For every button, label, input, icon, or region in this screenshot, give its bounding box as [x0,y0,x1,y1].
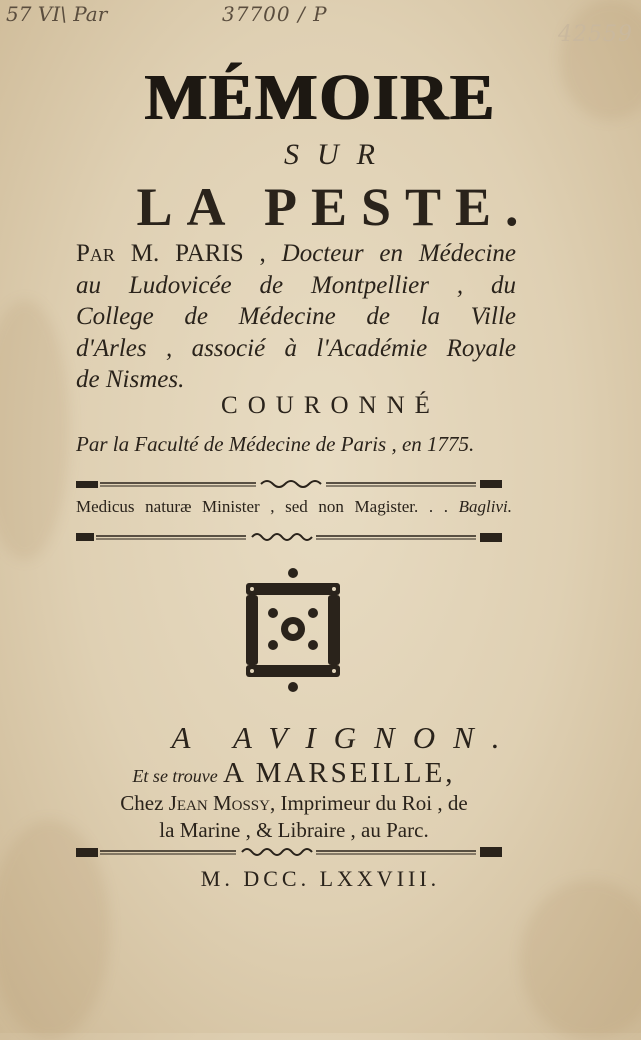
author-line-1 [76,238,516,270]
imprint-printer-rest: , Imprimeur du Roi , de [269,791,468,815]
manuscript-shelfmark: 37700 / P [222,2,328,26]
epigraph [76,497,512,517]
manuscript-note-left: 57 VI\ Par [6,2,108,26]
award-year: en 1775. [401,432,475,456]
imprint-city: A MARSEILLE, [223,757,456,789]
imprint-sold-line [76,757,512,790]
ornamental-rule-top [76,478,502,490]
author-line-2: au Ludovicée de Montpellier , du [76,271,516,299]
imprint-block [76,757,512,844]
epigraph-source: Baglivi. [458,497,513,516]
imprint-printer-prefix: Chez [120,791,164,815]
award-label: COURONNÉ [221,392,440,419]
imprint-date: M. DCC. LXXVIII. [200,866,441,891]
paper-stain [520,880,641,1040]
fleuron-ornament [238,565,348,695]
ornamental-rule-middle [76,531,502,543]
author-name: M. PARIS , [130,240,266,267]
paper-stain [0,300,70,560]
ornamental-rule-bottom [76,846,502,858]
epigraph-text: Medicus naturæ Minister , sed non Magister. . . [76,497,449,516]
author-prefix: Par [76,240,115,267]
imprint-address-line: la Marine , & Libraire , au Parc. [159,818,429,842]
award-detail [76,432,516,457]
imprint-place: A AVIGNON. [171,720,518,755]
award-faculty: Par la Faculté de Médecine de Paris , [76,432,397,456]
author-line-3: College de Médecine de la Ville [76,303,516,330]
imprint-printer-name: Jean Mossy [168,791,270,815]
title-main: MÉMOIRE [144,61,497,134]
title-subject: LA PESTE. [136,177,533,237]
title-connector: SUR [284,138,393,171]
author-line-5: de Nismes. [76,366,185,393]
imprint-printer-line [76,790,512,817]
imprint-sold-prefix: Et se trouve [132,766,218,786]
manuscript-number-faded: 42559 [558,22,633,47]
author-title: Docteur en Médecine [281,240,517,267]
author-line-4: d'Arles , associé à l'Académie Royale [76,334,516,362]
author-block [76,238,516,396]
